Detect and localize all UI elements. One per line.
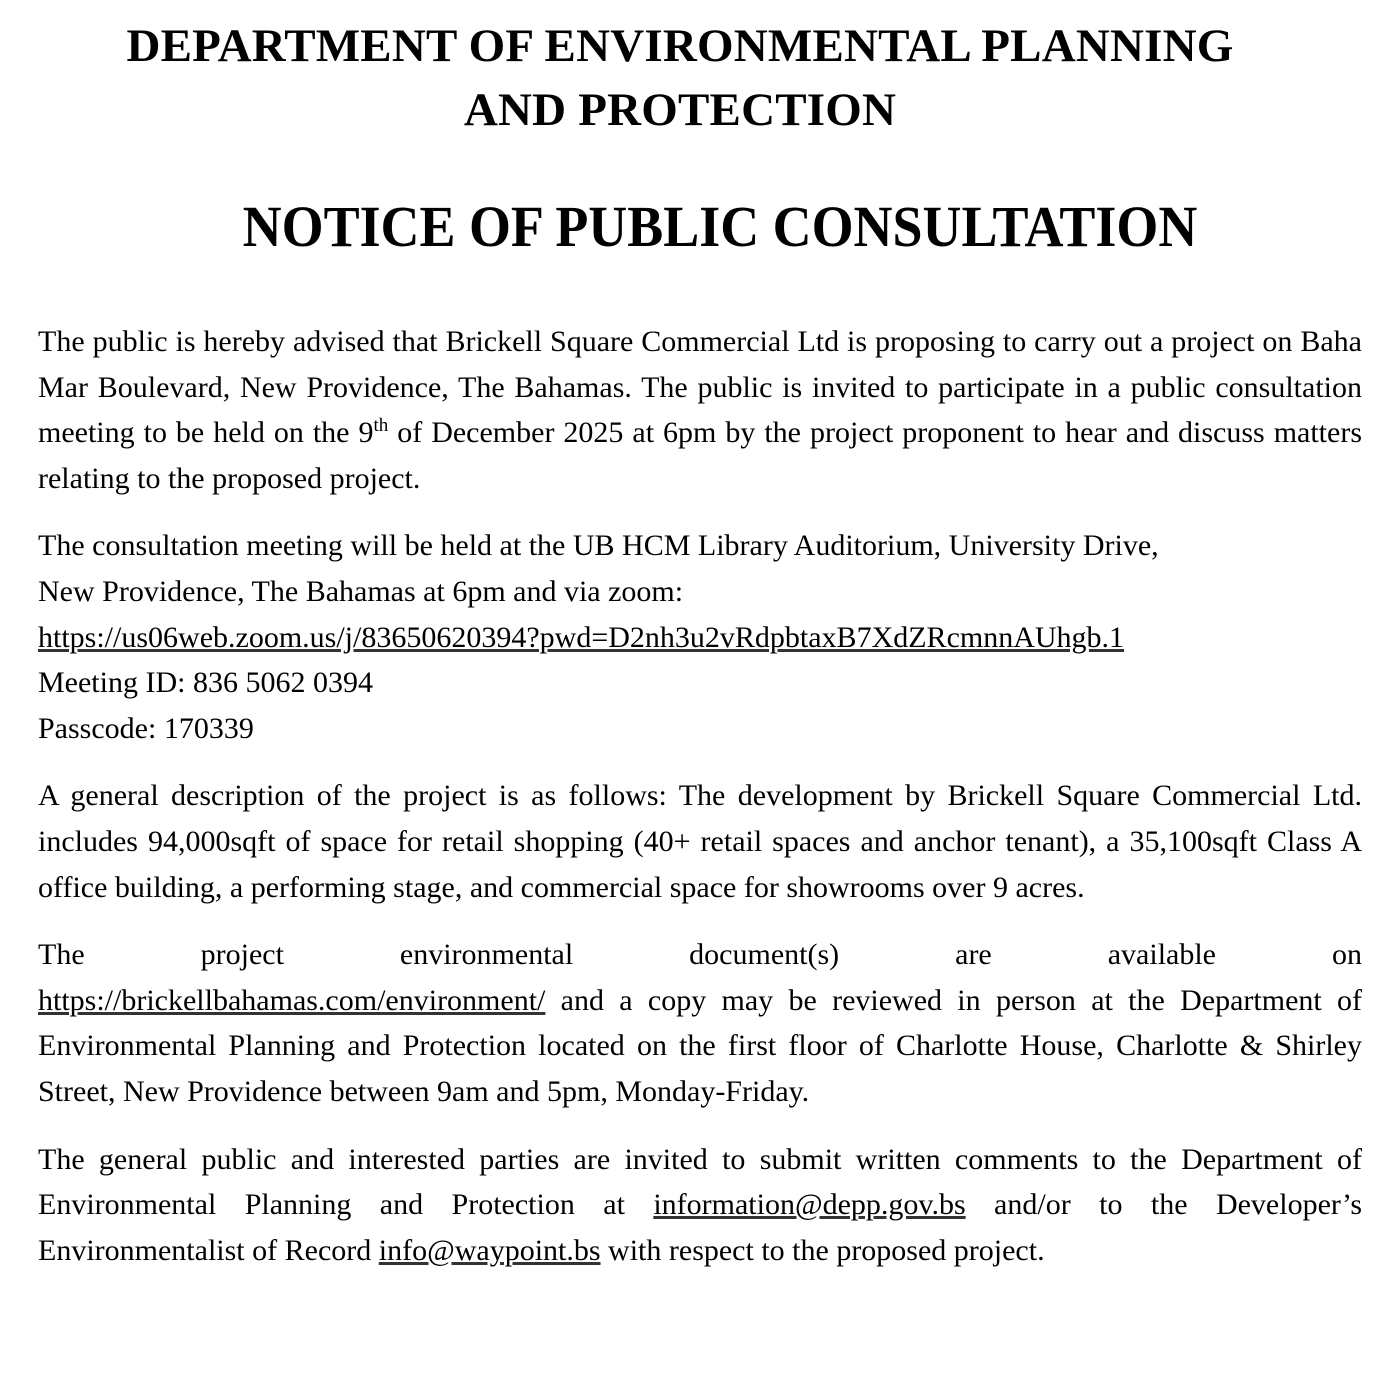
comments-text-end: with respect to the proposed project. [600, 1233, 1045, 1267]
paragraph-1-text-start: The public is hereby advised that Brickell Square Commercial Ltd is proposing to carry out a project on Baha Mar Boulevard, New Providence, The Bahamas. The public is invited to participate in a public consultation meeting to be held on the 9 [38, 325, 1362, 450]
documents-availability-rest: and a copy may be reviewed in person at the Department of Environmental Planning and Protection located on the first floor of Charlotte House, Charlotte & Shirley Street, New Providence between 9am and 5pm, Monday-Friday. [38, 983, 1362, 1108]
documents-availability-lead: The project environmental document(s) are available on [38, 938, 1362, 972]
paragraph-documents-availability [38, 932, 1362, 1114]
passcode-line [38, 706, 1362, 752]
comments-text-start: The general public and interested parties are invited to submit written comments to the Department of Environmental Planning and Protection at [38, 1142, 1362, 1222]
agency-name-line-2: AND PROTECTION [463, 84, 897, 136]
comments-text-middle: and/or to the Developer’s Environmentalist of Record [38, 1188, 1362, 1267]
paragraph-1-text-end: of December 2025 at 6pm by the project proponent to hear and discuss matters relating to the proposed project. [38, 416, 1363, 495]
meeting-id-value: 836 5062 0394 [192, 666, 373, 700]
paragraph-submit-comments [38, 1137, 1362, 1274]
paragraph-meeting-details [38, 523, 1362, 751]
waypoint-email-link[interactable]: info@waypoint.bs [378, 1233, 601, 1267]
notice-body [38, 319, 1362, 1295]
zoom-meeting-link[interactable]: https://us06web.zoom.us/j/83650620394?pwd=D2nh3u2vRdpbtaxB7XdZRcmnnAUhgb.1 [38, 620, 1125, 654]
environment-documents-link[interactable]: https://brickellbahamas.com/environment/ [38, 983, 546, 1017]
passcode-label: Passcode: [38, 711, 157, 745]
documents-availability-body [38, 978, 1362, 1115]
ordinal-superscript: th [373, 415, 389, 437]
meeting-location-line-1: The consultation meeting will be held at the UB HCM Library Auditorium, University Drive, [38, 529, 1159, 563]
paragraph-project-description: A general description of the project is as follows: The development by Brickell Square Commercial Ltd. includes 94,000sqft of space for retail shopping (40+ retail spaces and anchor tenant), a 35,100sqft Class A office building, a performing stage, and commercial space for showrooms over 9 acres. [38, 779, 1362, 904]
meeting-id-label: Meeting ID: [38, 666, 186, 700]
meeting-id-line [38, 660, 1362, 706]
passcode-value: 170339 [163, 711, 254, 745]
agency-heading [60, 14, 1300, 142]
meeting-location-line-2: New Providence, The Bahamas at 6pm and via zoom: [38, 574, 684, 608]
paragraph-project-announcement [38, 319, 1362, 501]
zoom-link-line [38, 615, 1362, 661]
depp-email-link[interactable]: information@depp.gov.bs [653, 1188, 966, 1222]
agency-name-line-1: DEPARTMENT OF ENVIRONMENTAL PLANNING [126, 20, 1234, 72]
notice-title: NOTICE OF PUBLIC CONSULTATION [242, 194, 1198, 259]
